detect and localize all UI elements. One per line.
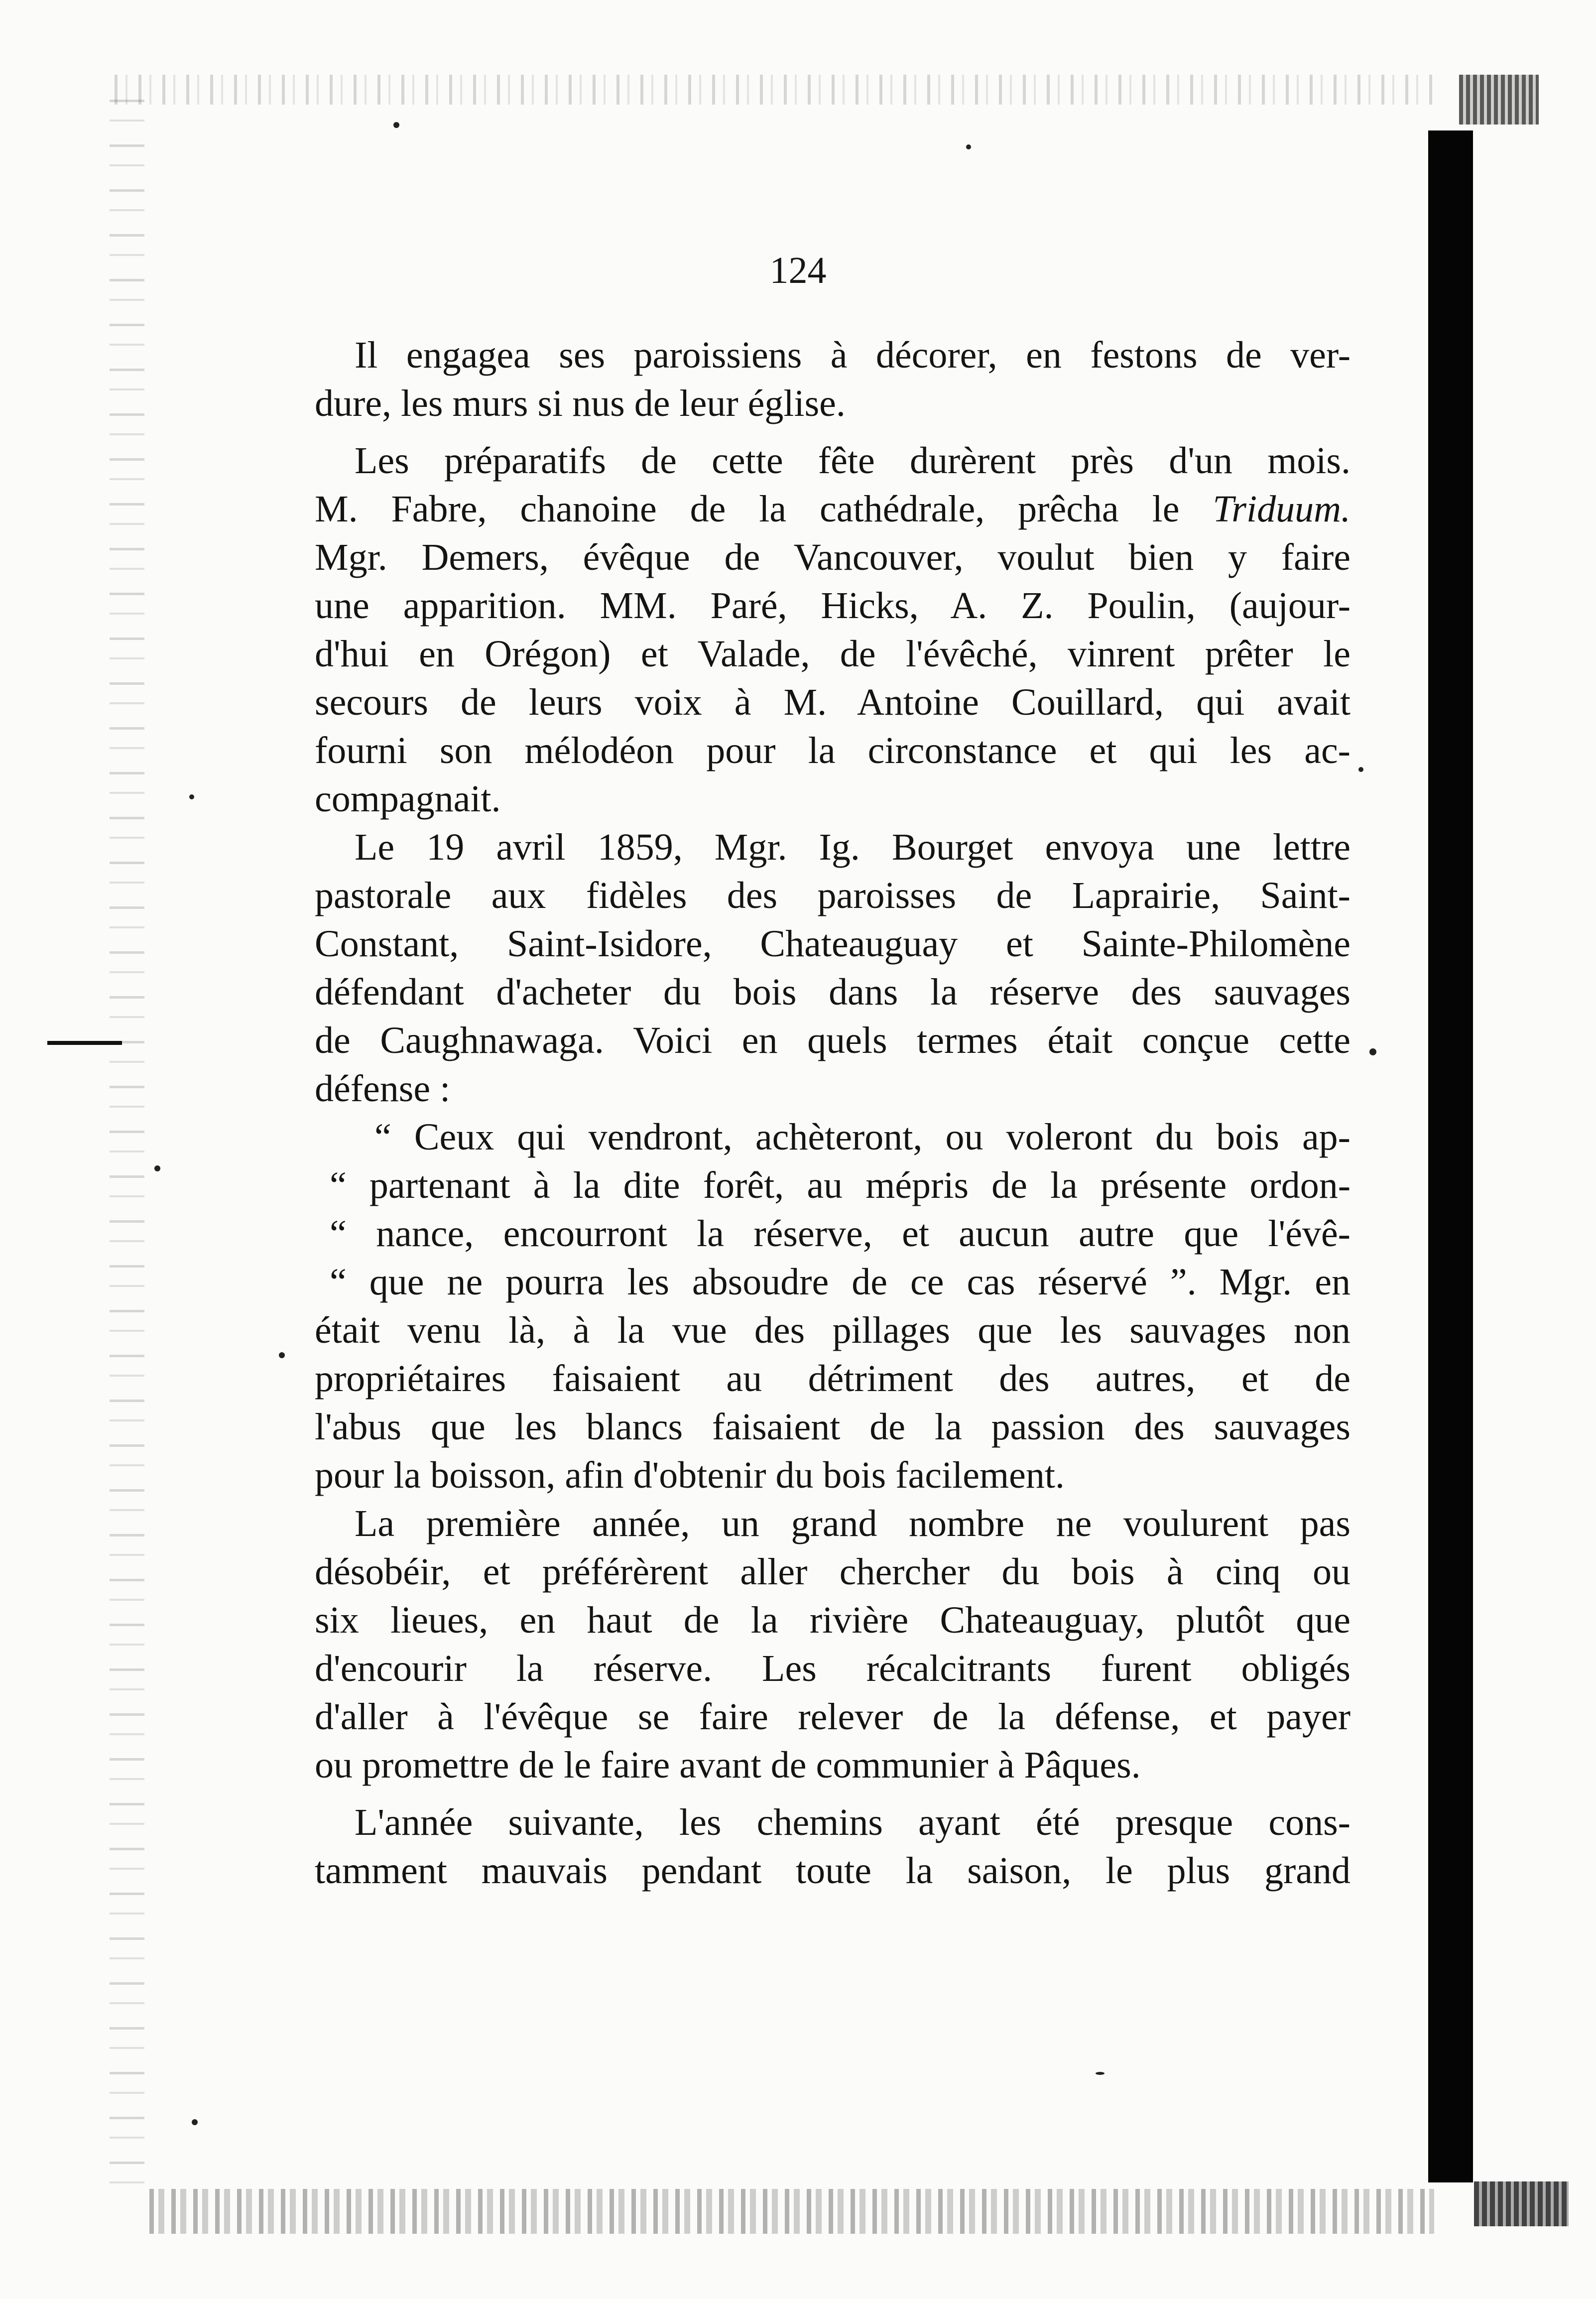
- text-line: l'abus que les blancs faisaient de la passion des sauvages: [315, 1406, 1350, 1448]
- text-line: “ partenant à la dite forêt, au mépris de la présente ordon-: [330, 1164, 1350, 1206]
- text-line: d'aller à l'évêque se faire relever de la défense, et payer: [315, 1696, 1350, 1738]
- body-text: [315, 331, 1350, 1895]
- text-line: propriétaires faisaient au détriment des autres, et de: [315, 1358, 1350, 1400]
- italic-term: Triduum.: [1213, 488, 1350, 530]
- text-line: L'année suivante, les chemins ayant été presque cons-: [355, 1801, 1350, 1843]
- scan-noise-corner-top-right: [1459, 75, 1539, 125]
- text-line: une apparition. MM. Paré, Hicks, A. Z. Poulin, (aujour-: [315, 585, 1350, 627]
- text-line: Le 19 avril 1859, Mgr. Ig. Bourget envoya une lettre: [355, 826, 1350, 868]
- text-line: Mgr. Demers, évêque de Vancouver, voulut bien y faire: [315, 536, 1350, 578]
- scan-noise-top: [115, 75, 1439, 105]
- text-line: La première année, un grand nombre ne voulurent pas: [355, 1503, 1350, 1544]
- text-line: défense :: [315, 1068, 451, 1110]
- speck: [154, 1165, 160, 1171]
- text-line: “ nance, encourront la réserve, et aucun autre que l'évê-: [330, 1213, 1350, 1255]
- text-line: Les préparatifs de cette fête durèrent près d'un mois.: [355, 440, 1350, 482]
- text-line: était venu là, à la vue des pillages que les sauvages non: [315, 1309, 1350, 1351]
- text-line: de Caughnawaga. Voici en quels termes était conçue cette: [315, 1020, 1350, 1061]
- speck: [966, 144, 971, 149]
- text-line: d'hui en Orégon) et Valade, de l'évêché, vinrent prêter le: [315, 633, 1350, 675]
- text-line: défendant d'acheter du bois dans la réserve des sauvages: [315, 971, 1350, 1013]
- page-number: 124: [769, 250, 827, 291]
- speck: [393, 122, 399, 128]
- text-line: pastorale aux fidèles des paroisses de Laprairie, Saint-: [315, 875, 1350, 916]
- speck: [189, 794, 194, 799]
- text-line: ou promettre de le faire avant de communier à Pâques.: [315, 1744, 1141, 1786]
- speck: [1096, 2072, 1105, 2075]
- scan-noise-corner-bottom-right: [1474, 2181, 1569, 2226]
- text-line: “ que ne pourra les absoudre de ce cas réservé ”. Mgr. en: [330, 1261, 1350, 1303]
- text-line: tamment mauvais pendant toute la saison, le plus grand: [315, 1850, 1350, 1892]
- scan-noise-bottom: [149, 2189, 1434, 2234]
- text-line: fourni son mélodéon pour la circonstance et qui les ac-: [315, 730, 1350, 771]
- text-line: M. Fabre, chanoine de la cathédrale, prêcha le Triduum.: [315, 488, 1350, 530]
- text-line: “ Ceux qui vendront, achèteront, ou voleront du bois ap-: [374, 1116, 1350, 1158]
- text-line: secours de leurs voix à M. Antoine Couillard, qui avait: [315, 681, 1350, 723]
- text-line: dure, les murs si nus de leur église.: [315, 383, 846, 424]
- book-spine-shadow: [1428, 130, 1473, 2182]
- speck: [1358, 767, 1363, 772]
- text-line: Il engagea ses paroissiens à décorer, en festons de ver-: [355, 334, 1350, 376]
- text-line: d'encourir la réserve. Les récalcitrants furent obligés: [315, 1648, 1350, 1689]
- text-line: Constant, Saint-Isidore, Chateauguay et Sainte-Philomène: [315, 923, 1350, 965]
- text-line: pour la boisson, afin d'obtenir du bois facilement.: [315, 1454, 1065, 1496]
- scan-noise-left: [110, 100, 144, 2191]
- speck: [1369, 1048, 1376, 1055]
- text-line: six lieues, en haut de la rivière Chateauguay, plutôt que: [315, 1599, 1350, 1641]
- text-line: compagnait.: [315, 778, 501, 820]
- speck: [192, 2119, 198, 2125]
- speck: [279, 1352, 285, 1358]
- text-line: désobéir, et préférèrent aller chercher du bois à cinq ou: [315, 1551, 1350, 1593]
- margin-mark: [47, 1041, 122, 1045]
